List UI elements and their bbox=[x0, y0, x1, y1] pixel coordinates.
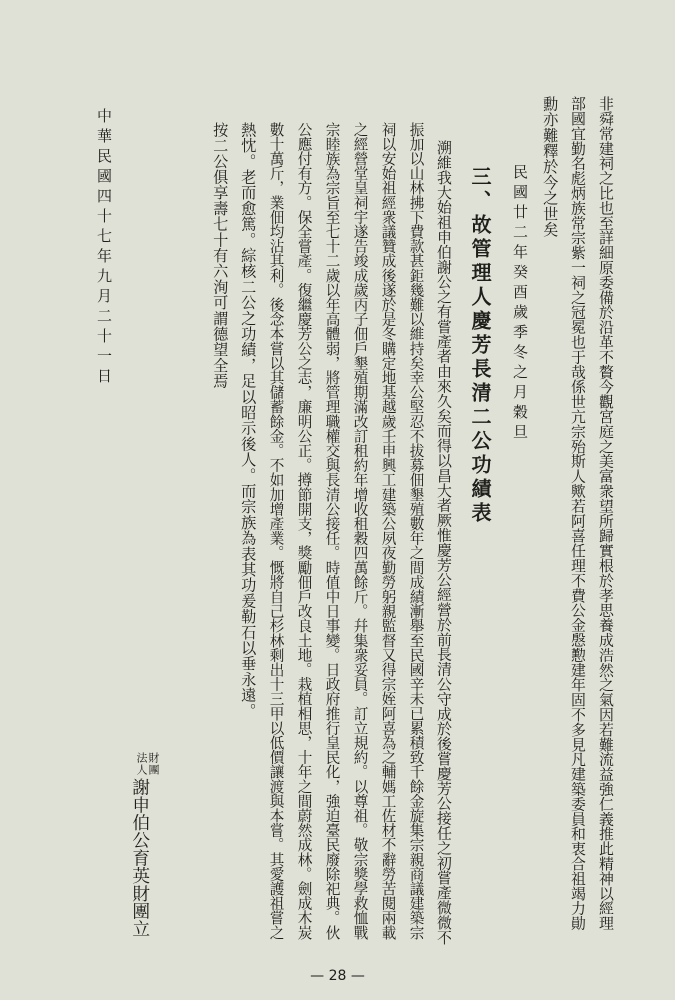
preface-line-2: 部國宜勤名彪炳族常宗紫一祠之冠冕也于哉係世亢宗殆斯人歟若阿喜任理不費公金慇懃建年固不多見凡建築委員和衷合祖竭力勛 bbox=[568, 96, 587, 931]
preface-line-3: 勳亦難釋於今之世矣 bbox=[541, 96, 560, 238]
org-prefix-line-2: 法人 bbox=[135, 752, 148, 776]
body-line-7: 數十萬斤，業佃均沾其利。後念本嘗以其儲蓄餘金。不如加增產業。慨將自己杉林剩出十三甲以低價讓渡與本嘗。其愛護祖嘗之 bbox=[267, 122, 285, 940]
organization-name: 謝申伯公育英財團立 bbox=[129, 778, 150, 938]
preface-line-1: 非舜常建祠之比也至詳細原委備於沿革不贅今觀宮庭之美富衆望所歸實根於孝思養成浩然之氣因若難流益強仁義推此精神以經理 bbox=[596, 96, 615, 931]
body-line-3: 祠以安始祖經衆議贊成後遂於是冬購定地基越歲壬申興工建築公夙夜勤勞躬親監督又得宗姪阿喜為之輔媽工佐材不辭勞苦閱兩載 bbox=[379, 122, 397, 940]
org-prefix-line-1: 財團 bbox=[147, 752, 160, 776]
preface-date: 民國廿二年癸酉歲季冬之月穀旦 bbox=[511, 164, 529, 444]
body-line-8: 熱忱。老而愈篤。綜核二公之功績，足以昭示後人。而宗族為表其功爰勒石以垂永遠。 bbox=[239, 122, 258, 719]
body-line-5: 宗睦族為宗旨至七十二歲以年高體弱，將管理職權交與長清公接任。時值中日事變。日政府推行皇民化，強迫臺民廢除祀典。伙 bbox=[323, 122, 341, 940]
footer-date: 中華民國四十七年九月二十一日 bbox=[95, 108, 113, 388]
body-line-2: 振加以山林拂下費款甚鉅幾難以維持矣幸公堅忍不拔募佃墾殖數年之間成績漸舉至民國辛未已累積致千餘金旋集宗親商議建築宗 bbox=[407, 122, 425, 940]
body-line-1: 溯維我大始祖申伯謝公之有嘗產者由來久矣而得以昌大者厥惟慶芳公經營於前長清公守成於後嘗慶芳公接任之初嘗產微微不 bbox=[434, 140, 453, 945]
body-line-9: 按二公俱享壽七十有六洵可謂德望全焉 bbox=[211, 122, 230, 389]
section-heading: 三、故管理人慶芳長清二公功績表 bbox=[468, 166, 492, 526]
body-line-4: 之經營堂皇祠宇遂告竣成歲丙子佃戶墾殖期滿改訂租約年增收租穀四萬餘斤。幷集衆妥員。訂立規約。以尊祖。敬宗獎學救恤戰 bbox=[351, 122, 369, 940]
page-number: — 28 — bbox=[310, 968, 365, 984]
body-line-6: 公應付有方。保全嘗產。復繼慶芳公之志，廉明公正。撙節開支，獎勵佃戶改良土地。栽植相思，十年之間蔚然成林。劍成木炭 bbox=[295, 122, 313, 940]
